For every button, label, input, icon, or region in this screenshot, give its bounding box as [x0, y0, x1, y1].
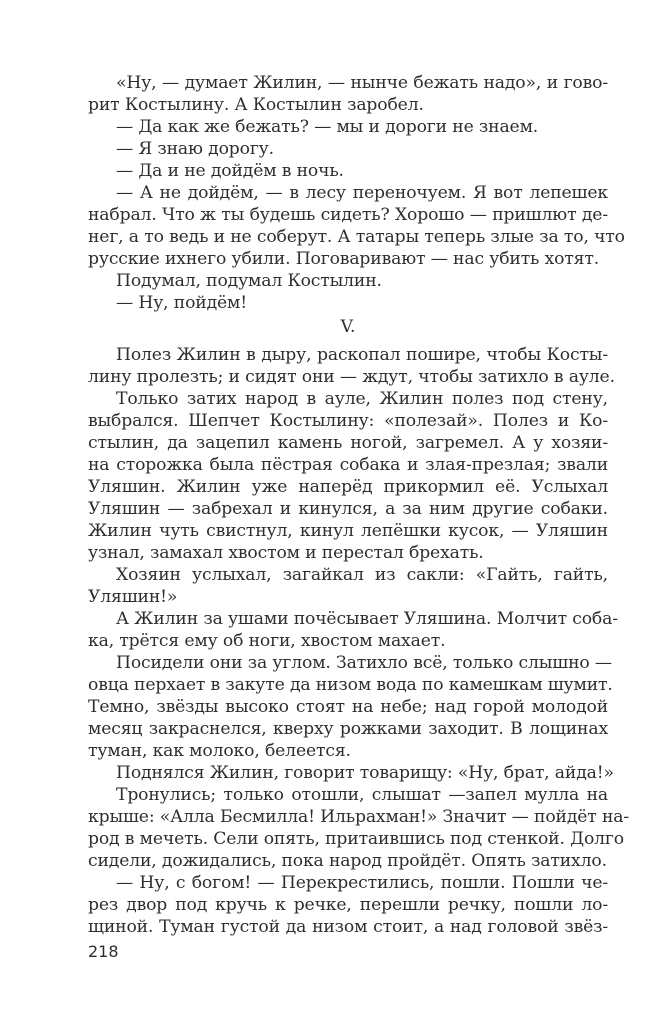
text-line: месяц закраснелся, кверху рожками заходит. В лощинах — [88, 719, 608, 739]
text-line: род в мечеть. Сели опять, притаившись под стенкой. Долго — [88, 829, 624, 849]
text-line: — Да и не дойдём в ночь. — [116, 161, 344, 181]
text-line: Тронулись; только отошли, слышат —запел мулла на — [116, 785, 608, 805]
text-line: Посидели они за углом. Затихло всё, только слышно — — [116, 653, 612, 673]
text-line: овца перхает в закуте да низом вода по камешкам шумит. — [88, 675, 613, 695]
text-line: А Жилин за ушами почёсывает Уляшина. Молчит соба- — [116, 609, 618, 629]
text-line: — Ну, с богом! — Перекрестились, пошли. Пошли че- — [116, 873, 608, 893]
text-line: узнал, замахал хвостом и перестал брехать. — [88, 543, 484, 563]
text-line: — А не дойдём, — в лесу переночуем. Я вот лепешек — [116, 183, 608, 203]
text-line: нег, а то ведь и не соберут. А татары теперь злые за то, что — [88, 227, 625, 247]
text-line: крыше: «Алла Бесмилла! Ильрахман!» Значит — пойдёт на- — [88, 807, 630, 827]
text-line: Полез Жилин в дыру, раскопал пошире, чтобы Косты- — [116, 345, 608, 365]
text-line: «Ну, — думает Жилин, — нынче бежать надо», и гово- — [116, 73, 608, 93]
chapter-heading: V. — [340, 317, 356, 337]
text-line: щиной. Туман густой да низом стоит, а над головой звёз- — [88, 917, 608, 937]
text-line: Уляшин. Жилин уже наперёд прикормил её. Услыхал — [88, 477, 608, 497]
text-line: лину пролезть; и сидят они — ждут, чтобы затихло в ауле. — [88, 367, 615, 387]
text-line: Поднялся Жилин, говорит товарищу: «Ну, брат, айда!» — [116, 763, 614, 783]
page-number: 218 — [88, 942, 119, 961]
text-line: ка, трётся ему об ноги, хвостом махает. — [88, 631, 446, 651]
text-line: Только затих народ в ауле, Жилин полез под стену, — [116, 389, 608, 409]
text-line: стылин, да зацепил камень ногой, загремел. А у хозяи- — [88, 433, 608, 453]
text-line: Подумал, подумал Костылин. — [116, 271, 382, 291]
text-line: рит Костылину. А Костылин заробел. — [88, 95, 424, 115]
text-line: рез двор под кручь к речке, перешли речку, пошли ло- — [88, 895, 608, 915]
text-line: выбрался. Шепчет Костылину: «полезай». Полез и Ко- — [88, 411, 608, 431]
text-line: русские ихнего убили. Поговаривают — нас убить хотят. — [88, 249, 600, 269]
text-line: Темно, звёзды высоко стоят на небе; над горой молодой — [88, 697, 608, 717]
text-line: туман, как молоко, белеется. — [88, 741, 351, 761]
text-line: Уляшин!» — [88, 587, 178, 607]
text-line: — Да как же бежать? — мы и дороги не знаем. — [116, 117, 539, 137]
text-line: набрал. Что ж ты будешь сидеть? Хорошо — пришлют де- — [88, 205, 608, 225]
text-line: Хозяин услыхал, загайкал из сакли: «Гайть, гайть, — [116, 565, 608, 585]
text-line: Жилин чуть свистнул, кинул лепёшки кусок, — Уляшин — [88, 521, 608, 541]
text-line: — Ну, пойдём! — [116, 293, 248, 313]
text-line: сидели, дожидались, пока народ пройдёт. Опять затихло. — [88, 851, 607, 871]
text-line: Уляшин — забрехал и кинулся, а за ним другие собаки. — [88, 499, 608, 519]
text-line: на сторожка была пёстрая собака и злая-презлая; звали — [88, 455, 608, 475]
text-line: — Я знаю дорогу. — [116, 139, 274, 159]
